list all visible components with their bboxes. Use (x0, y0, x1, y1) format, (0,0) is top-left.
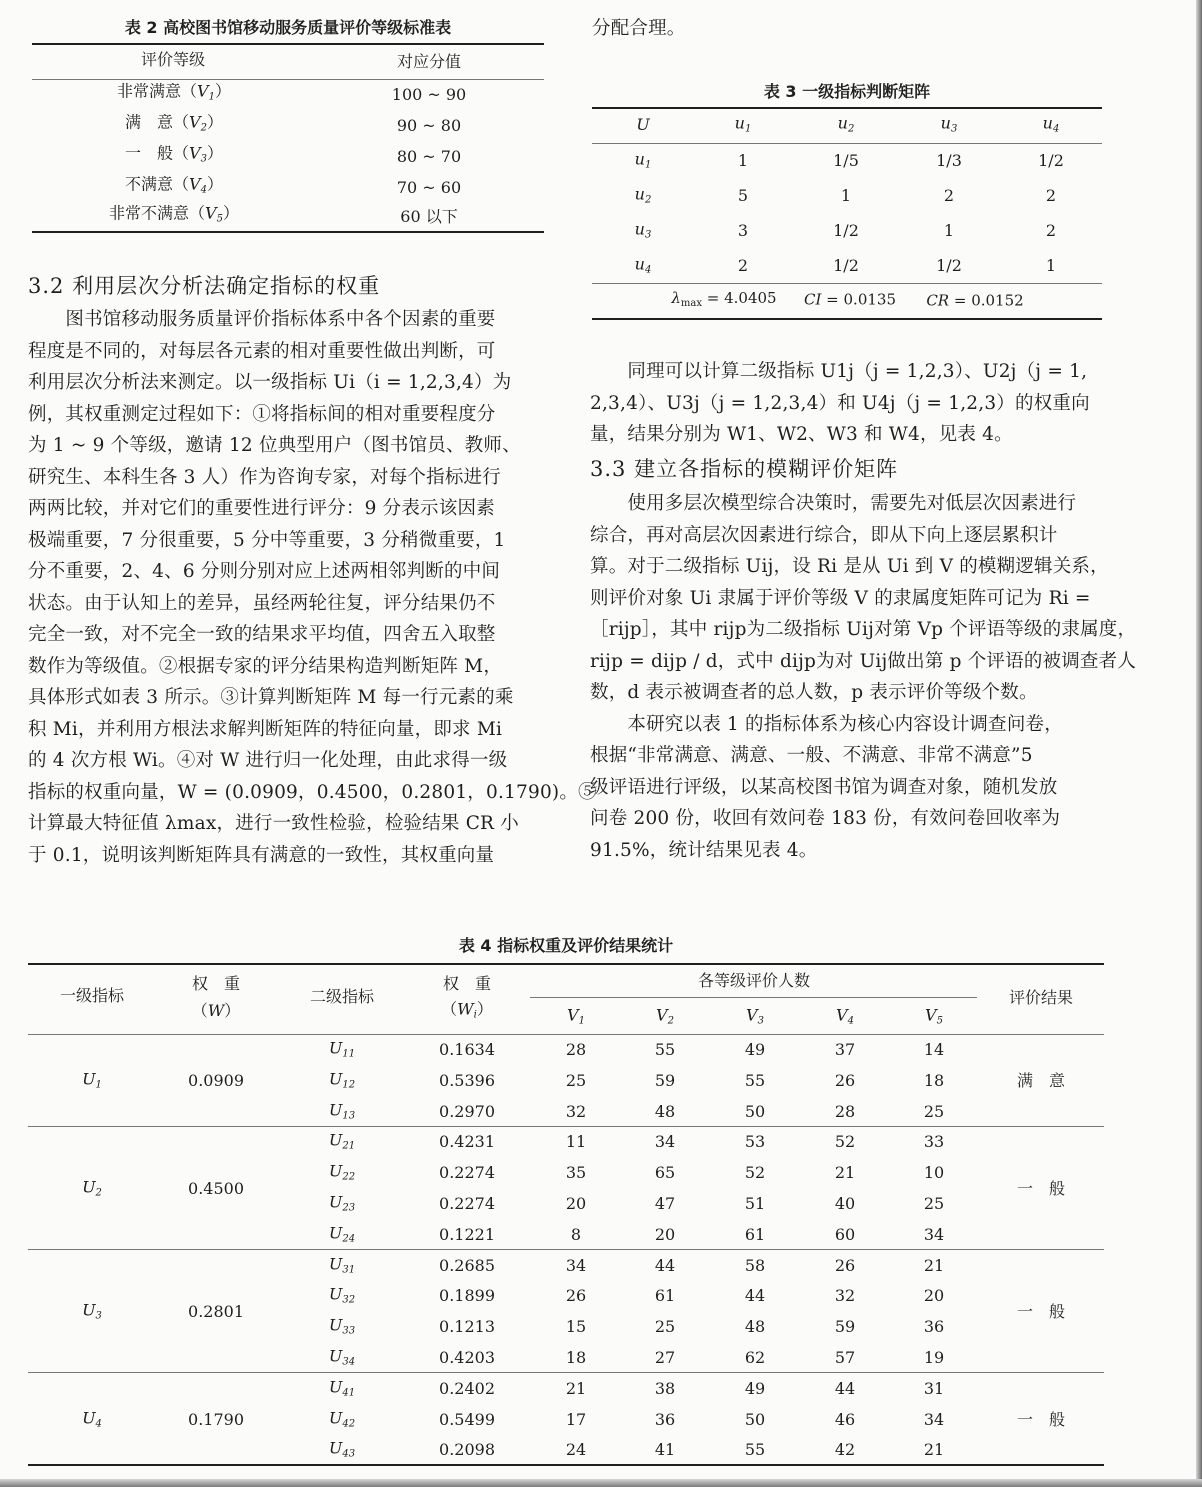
scan-frame-right (1196, 0, 1202, 1487)
table-4-count-cell: 25 (654, 1317, 676, 1337)
table-4-group-separator (28, 1126, 1104, 1127)
table-3-value-cell: 1 (737, 151, 749, 170)
table-4-count-cell: 38 (654, 1378, 676, 1398)
table-3-value-cell: 5 (737, 186, 749, 205)
table-4-group-rule (530, 997, 977, 998)
table-3-row-label: $u_1$ (634, 149, 652, 171)
table-4-count-cell: 14 (923, 1040, 945, 1059)
table-4-count-cell: 52 (744, 1163, 766, 1183)
table-4-sub-weight: 0.1221 (439, 1224, 495, 1244)
table-4-sub-weight: 0.2274 (439, 1163, 495, 1183)
left-body-line: 两两比较，并对它们的重要性进行评分：9 分表示该因素 (28, 498, 495, 519)
right-para-2-line: 本研究以表 1 的指标体系为核心内容设计调查问卷， (590, 713, 1063, 735)
table-2-value-cell: 60 以下 (400, 207, 458, 226)
right-para-1-line: 量，结果分别为 W1、W2、W3 和 W4，见表 4。 (590, 424, 1013, 445)
right-para-2-line: 算。对于二级指标 Uij，设 Ri 是从 Ui 到 V 的模糊逻辑关系， (590, 556, 1109, 577)
left-body-line: 积 Mi，并利用方根法求解判断矩阵的特征向量，即求 Mi (28, 718, 503, 740)
table-4-sub-weight: 0.2098 (439, 1440, 495, 1460)
table-3-header-cell: $u_2$ (837, 113, 855, 135)
left-body-line: 极端重要，7 分很重要，5 分中等重要，3 分稍微重要，1 (28, 529, 506, 551)
table-3-value-cell: 1 (840, 186, 852, 205)
table-4-count-cell: 8 (570, 1224, 582, 1244)
left-body-line: 分不重要，2、4、6 分则分别对应上述两相邻判断的中间 (28, 561, 501, 582)
table-4-second-index: $U_{21}$ (328, 1130, 356, 1152)
table-4-count-cell: 50 (744, 1409, 766, 1429)
table-2-header-rule (32, 79, 544, 80)
table-2-grade-cell: 非常满意$(V_1)$ (117, 81, 231, 103)
table-4-count-cell: 17 (565, 1409, 587, 1429)
table-4-count-cell: 24 (565, 1440, 587, 1460)
table-4-first-index: $U_3$ (82, 1300, 102, 1322)
table-2-value-cell: 90 ~ 80 (396, 116, 462, 135)
table-4-count-cell: 31 (923, 1378, 945, 1398)
table-4-header-w1: 权 重 (191, 974, 241, 993)
table-2-grade-cell: 满 意$(V_2)$ (125, 112, 223, 134)
table-4-second-index: $U_{41}$ (328, 1377, 356, 1399)
table-4-second-index: $U_{31}$ (328, 1254, 356, 1276)
right-para-2-line: 使用多层次模型综合决策时，需要先对低层次因素进行 (590, 493, 1077, 514)
table-4-count-cell: 44 (834, 1378, 856, 1398)
table-3-header-cell: $u_4$ (1042, 113, 1060, 135)
table-4-sub-weight: 0.5396 (439, 1070, 495, 1090)
right-para-2-line: 91.5%，统计结果见表 4。 (590, 839, 818, 861)
table-4-header-second: 二级指标 (309, 987, 375, 1006)
table-4-group-separator (28, 1249, 1104, 1250)
table-4-count-cell: 34 (923, 1224, 945, 1244)
right-para-2-line: 问卷 200 份，收回有效问卷 183 份，有效问卷回收率为 (590, 808, 1061, 829)
table-3-value-cell: 1/2 (936, 256, 962, 275)
table-4-header-result: 评价结果 (1008, 988, 1074, 1007)
table-4-weight: 0.1790 (188, 1409, 244, 1429)
table-4-sub-weight: 0.1899 (439, 1286, 495, 1306)
table-4-count-cell: 33 (923, 1132, 945, 1152)
table-4-result: 一 般 (1016, 1301, 1066, 1321)
table-4-count-cell: 61 (654, 1286, 676, 1306)
right-para-2-line: 数，d 表示被调查者的总人数，p 表示评价等级个数。 (590, 682, 1038, 703)
table-4-count-cell: 28 (834, 1101, 856, 1121)
table-4-count-cell: 34 (565, 1255, 587, 1275)
table-4-count-cell: 59 (654, 1070, 676, 1090)
table-4-count-cell: 19 (923, 1348, 945, 1367)
table-4-bottom-rule (28, 1464, 1104, 1466)
table-4-level-header: $V_3$ (746, 1005, 764, 1027)
table-3-lambda: $\lambda_{max} = 4.0405$ (671, 289, 777, 309)
right-para-2-line: 则评价对象 Ui 隶属于评价等级 V 的隶属度矩阵可记为 Ri = (590, 587, 1091, 609)
table-2-top-rule (32, 43, 544, 45)
left-body-line: 为 1 ~ 9 个等级，邀请 12 位典型用户（图书馆员、教师、 (28, 435, 521, 456)
table-4-count-cell: 25 (565, 1070, 587, 1090)
table-3-value-cell: 1/3 (936, 151, 962, 170)
table-4-count-cell: 15 (565, 1317, 587, 1337)
section-3-3-heading: 3.3 建立各指标的模糊评价矩阵 (590, 457, 899, 481)
right-para-2-line: ［rijp］，其中 rijp为二级指标 Uij对第 Vp 个评语等级的隶属度， (590, 619, 1137, 640)
left-body-line: 图书馆移动服务质量评价指标体系中各个因素的重要 (28, 309, 496, 330)
table-4-count-cell: 34 (923, 1409, 945, 1429)
table-4-second-index: $U_{24}$ (328, 1223, 356, 1245)
table-4-count-cell: 21 (923, 1440, 945, 1460)
scan-frame-bottom (0, 1479, 1202, 1487)
table-4-sub-weight: 0.2685 (439, 1255, 495, 1275)
table-3-value-cell: 1/2 (1038, 151, 1064, 170)
table-4-second-index: $U_{34}$ (328, 1346, 356, 1368)
table-4-count-cell: 53 (744, 1132, 766, 1152)
table-4-sub-weight: 0.2402 (439, 1378, 495, 1398)
table-4-count-cell: 44 (744, 1286, 766, 1306)
table-2-value-cell: 70 ~ 60 (396, 178, 462, 197)
left-body-line: 具体形式如表 3 所示。③计算判断矩阵 M 每一行元素的乘 (28, 687, 514, 708)
table-4-top-rule (28, 963, 1104, 965)
table-4-count-cell: 55 (744, 1070, 766, 1090)
table-4-count-cell: 40 (834, 1194, 856, 1213)
table-4-level-header: $V_2$ (656, 1005, 674, 1027)
table-3-header-rule (592, 143, 1102, 144)
table-3-row-label: $u_4$ (634, 254, 652, 276)
table-4-sub-weight: 0.1213 (439, 1317, 495, 1337)
table-4-count-cell: 32 (565, 1101, 587, 1121)
table-4-result: 满 意 (1016, 1070, 1066, 1090)
left-body-line: 研究生、本科生各 3 人）作为咨询专家，对每个指标进行 (28, 466, 501, 488)
table-3-bottom-rule (592, 318, 1102, 320)
table-4-sub-weight: 0.4203 (439, 1348, 495, 1367)
table-4-header-w2: （W） (191, 1001, 241, 1020)
table-4-second-index: $U_{23}$ (328, 1192, 356, 1214)
table-3-value-cell: 1 (943, 221, 955, 240)
table-4-second-index: $U_{22}$ (328, 1161, 356, 1183)
left-body-line: 于 0.1，说明该判断矩阵具有满意的一致性，其权重向量 (28, 844, 495, 866)
table-3-value-cell: 2 (737, 256, 749, 275)
table-3-top-rule (592, 107, 1102, 109)
table-4-second-index: $U_{11}$ (328, 1038, 356, 1060)
table-4-count-cell: 37 (834, 1040, 856, 1059)
left-body-line: 程度是不同的，对每层各元素的相对重要性做出判断，可 (28, 340, 496, 362)
table-3-row-label: $u_3$ (634, 219, 652, 241)
table-4-weight: 0.2801 (188, 1301, 244, 1321)
left-column-body (28, 304, 597, 871)
table-3-header-cell: $u_3$ (940, 113, 958, 135)
right-top-text: 分配合理。 (592, 18, 686, 39)
table-3-row-label: $u_2$ (634, 184, 652, 206)
table-4-count-cell: 21 (565, 1378, 587, 1398)
table-4-count-cell: 62 (744, 1348, 766, 1367)
table-4-count-cell: 47 (654, 1194, 676, 1213)
table-4-count-cell: 42 (834, 1440, 856, 1460)
table-2-grade-cell: 一 般$(V_3)$ (125, 143, 223, 165)
table-4-second-index: $U_{12}$ (328, 1069, 356, 1091)
left-body-line: 数作为等级值。②根据专家的评分结果构造判断矩阵 M， (28, 655, 503, 677)
table-3-caption: 表 3 一级指标判断矩阵 (763, 82, 931, 101)
table-4-count-cell: 28 (565, 1040, 587, 1059)
table-4-first-index: $U_1$ (82, 1069, 102, 1091)
right-para-2-line: 级评语进行评级，以某高校图书馆为调查对象，随机发放 (590, 776, 1058, 798)
table-4-result: 一 般 (1016, 1409, 1066, 1429)
left-body-line: 的 4 次方根 Wi。④对 W 进行归一化处理，由此求得一级 (28, 750, 508, 771)
table-4-count-cell: 44 (654, 1255, 676, 1275)
table-4-count-cell: 18 (565, 1348, 587, 1367)
table-4-count-cell: 21 (923, 1255, 945, 1275)
right-para-1-line: 2,3,4）、U3j（j = 1,2,3,4）和 U4j（j = 1,2,3）的权重向 (590, 392, 1090, 414)
table-4-weight: 0.4500 (188, 1178, 244, 1198)
table-4-header-first: 一级指标 (59, 986, 125, 1005)
table-2-grade-cell: 非常不满意$(V_5)$ (109, 203, 239, 225)
table-3-value-cell: 1/2 (833, 221, 859, 240)
table-4-sub-weight: 0.2970 (439, 1101, 495, 1121)
table-3-value-cell: 1/2 (833, 256, 859, 275)
table-4-count-cell: 11 (565, 1132, 587, 1152)
table-3-value-cell: 2 (1045, 186, 1057, 205)
table-3-header-cell: U (636, 115, 650, 134)
table-4-count-cell: 55 (654, 1040, 676, 1059)
table-4-result: 一 般 (1016, 1178, 1066, 1198)
table-4-count-cell: 55 (744, 1440, 766, 1460)
table-4-count-cell: 25 (923, 1194, 945, 1213)
table-4-count-cell: 20 (565, 1194, 587, 1213)
table-4-count-cell: 27 (654, 1348, 676, 1367)
table-4-count-cell: 34 (654, 1132, 676, 1152)
right-para-1 (590, 356, 1090, 451)
left-body-line: 状态。由于认知上的差异，虽经两轮往复，评分结果仍不 (28, 592, 496, 614)
table-4-first-index: $U_4$ (82, 1408, 102, 1430)
left-body-line: 计算最大特征值 λmax，进行一致性检验，检验结果 CR 小 (28, 813, 519, 834)
table-2-header-grade: 评价等级 (140, 50, 206, 69)
table-4-count-cell: 58 (744, 1255, 766, 1275)
right-para-2-line: rijp = dijp / d，式中 dijp为对 Uij做出第 p 个评语的被调查者人 (590, 650, 1137, 672)
table-4-count-cell: 52 (834, 1132, 856, 1152)
table-2-grade-cell: 不满意$(V_4)$ (125, 174, 223, 196)
table-3-ci: CI = 0.0135 (804, 290, 896, 309)
table-4-second-index: $U_{33}$ (328, 1315, 356, 1337)
left-body-line: 完全一致，对不完全一致的结果求平均值，四舍五入取整 (28, 624, 496, 645)
right-para-2-line: 根据“非常满意、满意、一般、不满意、非常不满意”5 (590, 745, 1033, 766)
table-4-count-cell: 20 (654, 1224, 676, 1244)
right-para-2 (590, 488, 1136, 866)
table-4-count-cell: 10 (923, 1163, 945, 1183)
table-4-first-index: $U_2$ (82, 1177, 102, 1199)
table-4-count-cell: 20 (923, 1286, 945, 1306)
table-4-header-wi1: 权 重 (442, 974, 492, 993)
table-3-header-cell: $u_1$ (734, 113, 752, 135)
table-3-value-cell: 1 (1045, 256, 1057, 275)
table-4-count-cell: 65 (654, 1163, 676, 1183)
table-4-count-cell: 36 (654, 1409, 676, 1429)
left-body-line: 利用层次分析法来测定。以一级指标 Ui（i = 1,2,3,4）为 (28, 372, 512, 393)
table-3-cr: CR = 0.0152 (926, 291, 1024, 310)
left-body-line: 指标的权重向量，W = (0.0909，0.4500，0.2801，0.1790)。⑤ (28, 781, 597, 803)
table-4-count-cell: 48 (654, 1101, 676, 1121)
left-body-line: 例，其权重测定过程如下：①将指标间的相对重要程度分 (28, 403, 496, 425)
table-4-count-cell: 36 (923, 1317, 945, 1337)
table-4-count-cell: 25 (923, 1101, 945, 1121)
table-4-count-cell: 26 (565, 1286, 587, 1306)
table-4-count-cell: 50 (744, 1101, 766, 1121)
table-3-value-cell: 3 (737, 221, 749, 240)
table-4-weight: 0.0909 (188, 1070, 244, 1090)
table-4-sub-weight: 0.4231 (439, 1132, 495, 1152)
table-4-level-header: $V_5$ (925, 1005, 943, 1027)
table-4-count-cell: 26 (834, 1255, 856, 1275)
table-2-bottom-rule (32, 231, 544, 233)
table-2-value-cell: 80 ~ 70 (396, 147, 462, 166)
table-4-count-cell: 18 (923, 1070, 945, 1090)
table-4-header-wi2: $(W_i)$ (441, 999, 493, 1021)
table-3-value-cell: 2 (1045, 221, 1057, 240)
table-4-level-header: $V_1$ (567, 1005, 585, 1027)
table-4-count-cell: 60 (834, 1224, 856, 1244)
table-3-value-cell: 1/5 (833, 151, 859, 170)
table-4-count-cell: 61 (744, 1224, 766, 1244)
table-2-value-cell: 100 ~ 90 (391, 85, 467, 104)
table-4-level-header: $V_4$ (836, 1005, 854, 1027)
table-4-count-cell: 49 (744, 1040, 766, 1059)
table-4-header-group: 各等级评价人数 (697, 971, 811, 990)
table-4-second-index: $U_{13}$ (328, 1100, 356, 1122)
table-4-count-cell: 48 (744, 1317, 766, 1337)
table-4-count-cell: 32 (834, 1286, 856, 1306)
table-4-count-cell: 26 (834, 1070, 856, 1090)
right-para-2-line: 综合，再对高层次因素进行综合，即从下向上逐层累积计 (590, 524, 1058, 546)
table-4-count-cell: 21 (834, 1163, 856, 1183)
table-3-footer-rule (592, 283, 1102, 284)
table-4-count-cell: 46 (834, 1409, 856, 1429)
section-3-2-heading: 3.2 利用层次分析法确定指标的权重 (28, 274, 381, 298)
right-para-1-line: 同理可以计算二级指标 U1j（j = 1,2,3）、U2j（j = 1, (590, 361, 1088, 382)
table-4-second-index: $U_{32}$ (328, 1284, 356, 1306)
table-4-sub-weight: 0.1634 (439, 1040, 495, 1059)
table-4-count-cell: 59 (834, 1317, 856, 1337)
table-2-header-value: 对应分值 (396, 52, 462, 71)
table-4-caption: 表 4 指标权重及评价结果统计 (458, 936, 674, 955)
table-2-caption: 表 2 高校图书馆移动服务质量评价等级标准表 (124, 18, 452, 37)
table-4-group-separator (28, 1372, 1104, 1373)
table-3-value-cell: 2 (943, 186, 955, 205)
table-4-count-cell: 51 (744, 1194, 766, 1213)
table-4-second-index: $U_{43}$ (328, 1438, 356, 1460)
table-4-header-rule (28, 1034, 1104, 1035)
table-4-count-cell: 41 (654, 1440, 676, 1460)
table-4-count-cell: 57 (834, 1348, 856, 1367)
table-4-count-cell: 49 (744, 1378, 766, 1398)
table-4-second-index: $U_{42}$ (328, 1408, 356, 1430)
table-4-count-cell: 35 (565, 1163, 587, 1183)
table-4-sub-weight: 0.5499 (439, 1409, 495, 1429)
table-4-sub-weight: 0.2274 (439, 1194, 495, 1213)
